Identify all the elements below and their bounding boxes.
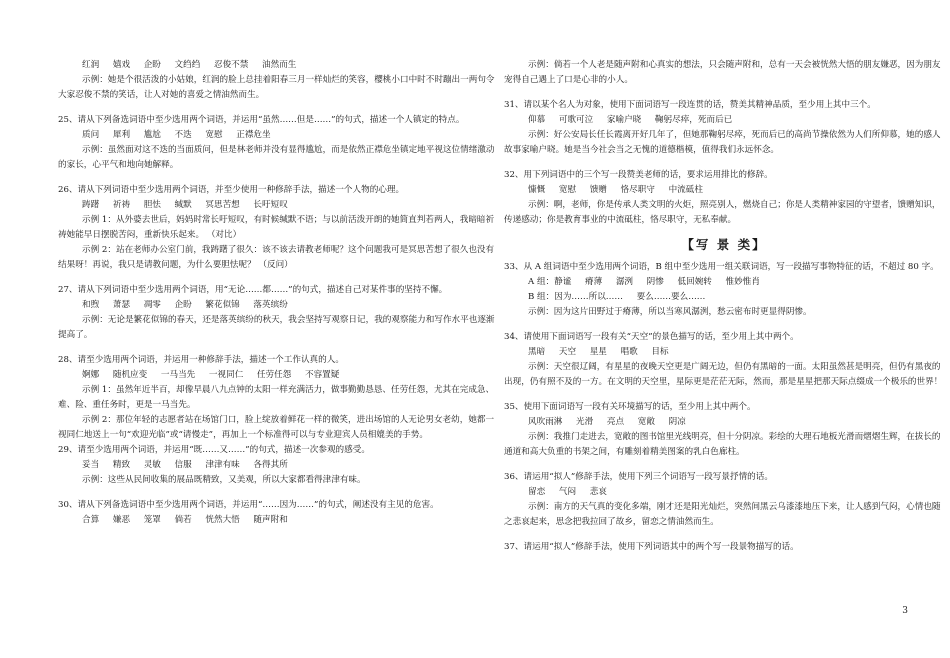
question-text: 35、使用下面词语写一段有关环境描写的话，至少用上其中两个。	[504, 402, 756, 412]
example-text: 示例：我推门走进去，宽敞的图书馆里光线明亮，但十分阴凉。彩绘的大理石地板光滑而熠熠生辉，在拔长的通道和高大负重的书架之间，有雕刻着精美图案的乳白色廊柱。	[504, 432, 941, 457]
question-text: 34、请使用下面词语写一段有关“天空”的景色描写的话，至少用上其中两个。	[504, 332, 799, 342]
word-list: 黑暗 天空 星星 唱歌 目标	[528, 347, 669, 357]
example-text: 示例：无论是繁花似锦的春天，还是落英缤纷的秋天，我会坚持写观察日记，我的观察能力和写作水平也逐渐提高了。	[58, 315, 495, 340]
example-text: 示例：好公安局长任长霞离开好几年了，但她那鞠躬尽瘁，死而后已的高尚节操依然为人们所仰慕，她的感人故事家喻户晓。她是当今社会当之无愧的道德楷模，值得我们永远怀念。	[504, 130, 941, 155]
word-list: 红润 嬉戏 企盼 文绉绉 忍俊不禁 油然而生	[82, 60, 297, 70]
question-text: 27、请从下列词语中至少选用两个词语，用“无论……都……”的句式，描述自己对某件事的坚持不懈。	[58, 285, 448, 295]
word-list: 合算 嫌恶 笼罩 倘若 恍然大悟 随声附和	[82, 515, 288, 525]
word-list: 妥当 精致 灵敏 信服 津津有味 各得其所	[82, 460, 288, 470]
question-text: 30、请从下列备选词语中至少选用两个词语，并运用“……因为……”的句式，阐述没有主见的危害。	[58, 500, 439, 510]
example-text: 示例：啊，老师，你是传承人类文明的火炬，照亮别人，燃烧自己；你是人类精神家园的守望者，馈赠知识，传递感动；你是教育事业的中流砥柱，恪尽职守，无私奉献。	[504, 200, 941, 225]
section-heading: 【写 景 类】	[681, 237, 767, 252]
question-text: 29、请至少选用两个词语，并运用“既……又……”的句式，描述一次参观的感受。	[58, 445, 370, 455]
question-text: 26、请从下列词语中至少选用两个词语，并至少使用一种修辞手法，描述一个人物的心理。	[58, 185, 405, 195]
question-text: 32、用下列词语中的三个写一段赞美老师的话，要求运用排比的修辞。	[504, 170, 773, 180]
word-list: 婀娜 随机应变 一马当先 一视同仁 任劳任怨 不容置疑	[82, 370, 340, 380]
question-text: 28、请至少选用两个词语，并运用一种修辞手法，描述一个工作认真的人。	[58, 355, 344, 365]
question-text: 31、请以某个名人为对象，使用下面词语写一段连贯的话，赞美其精神品质，至少用上其中三个。	[504, 100, 876, 110]
example-text: 示例 1：虽然年近半百，却像早晨八九点钟的太阳一样充满活力，做事勤勤恳恳、任劳任怨，尤其在完成急、难、险、重任务时，更是一马当先。	[58, 385, 495, 410]
example-text: 示例：因为这片田野过于瘠薄，所以当寒风潺洌，愁云密布时更显得阴惨。	[528, 307, 812, 317]
example-text: 示例 2：那位年轻的志愿者站在场馆门口，脸上绽放着鲜花一样的微笑，进出场馆的人无论男女老幼，她都一视同仁地送上一句“欢迎光临”或“请慢走”，再加上一个标准得可以与专业迎宾人员相媲美的手势。	[58, 415, 495, 440]
word-list: 风吹雨淋 光滑 亮点 宽敞 阴凉	[528, 417, 686, 427]
word-list: 留恋 气闷 悲哀	[528, 487, 607, 497]
example-text: 示例：虽然面对这不迭的当面质问，但是林老师并没有显得尴尬，而是依然正襟危坐镇定地平视这位情绪激动的家长，心平气和地向她解释。	[58, 145, 495, 170]
question-text: 33、从 A 组词语中至少选用两个词语，B 组中至少选用一组关联词语，写一段描写事物特征的话，不超过 80 字。	[504, 262, 939, 272]
example-text: 示例 1：从外婆去世后，妈妈时常长吁短叹，有时候缄默不语；与以前活泼开朗的她简直判若两人，我暗暗祈祷她能早日摆脱苦闷，重新快乐起来。 （对比）	[58, 215, 495, 240]
example-text: 示例：她是个很活泼的小姑娘，红润的脸上总挂着阳春三月一样灿烂的笑容，樱桃小口中时不时蹦出一两句令大家忍俊不禁的笑话，让人对她的喜爱之情油然而生。	[58, 75, 495, 100]
word-list: B 组：因为……所以…… 要么……要么……	[528, 292, 706, 302]
question-text: 37、请运用“拟人”修辞手法，使用下列词语其中的两个写一段景物描写的话。	[504, 542, 799, 552]
word-list: 慷慨 宽慰 馈赠 恪尽职守 中流砥柱	[528, 185, 703, 195]
example-text: 示例：天空很辽阔，有星星的夜晚天空更是广阔无边，但仍有黑暗的一面。太阳虽然甚是明亮，但仍有黑夜的出现，仍有照不及的一方。在文明的天空里，星际更是茫茫无际，然而，那是星星把那天际点缀成一个极乐的世界！	[504, 362, 943, 387]
word-list: 质问 犀利 尴尬 不迭 宽慰 正襟危坐	[82, 130, 271, 140]
example-text: 示例：这些从民间收集的展品既精致，又美观，所以大家都看得津津有味。	[82, 475, 366, 485]
left-column	[58, 58, 498, 528]
example-text: 示例 2：站在老师办公室门前，我踌躇了很久：该不该去请教老师呢？这个问题我可是冥思苦想了很久也没有结果呀！再说，我只是请教问题，为什么要胆怯呢？ （反问）	[58, 245, 495, 270]
word-list: 踌躇 祈祷 胆怯 缄默 冥思苦想 长吁短叹	[82, 200, 288, 210]
word-list: 和煦 萧瑟 凋零 企盼 繁花似锦 落英缤纷	[82, 300, 288, 310]
example-text: 示例：南方的天气真的变化多端，刚才还是阳光灿烂，突然间黑云乌漆漆地压下来，让人感到气闷，心情也随之悲哀起来，思念把我拉回了故乡，留恋之情油然而生。	[504, 502, 941, 527]
right-column	[504, 58, 944, 555]
page-number: 3	[902, 606, 908, 616]
example-text: 示例：倘若一个人老是随声附和心真实的想法，只会随声附和，总有一天会被恍然大悟的朋友嫌恶，因为朋友宠得自己遇上了口是心非的小人。	[504, 60, 941, 85]
question-text: 36、请运用“拟人”修辞手法，使用下列三个词语写一段写景抒情的话。	[504, 472, 773, 482]
question-text: 25、请从下列备选词语中至少选用两个词语，并运用“虽然……但是……”的句式，描述一个人镇定的特点。	[58, 115, 465, 125]
word-list: A 组：静谧 瘠薄 潺洌 阴惨 低回婉转 惟妙惟肖	[528, 277, 760, 287]
word-list: 仰慕 可歌可泣 家喻户晓 鞠躬尽瘁，死而后已	[528, 115, 733, 125]
